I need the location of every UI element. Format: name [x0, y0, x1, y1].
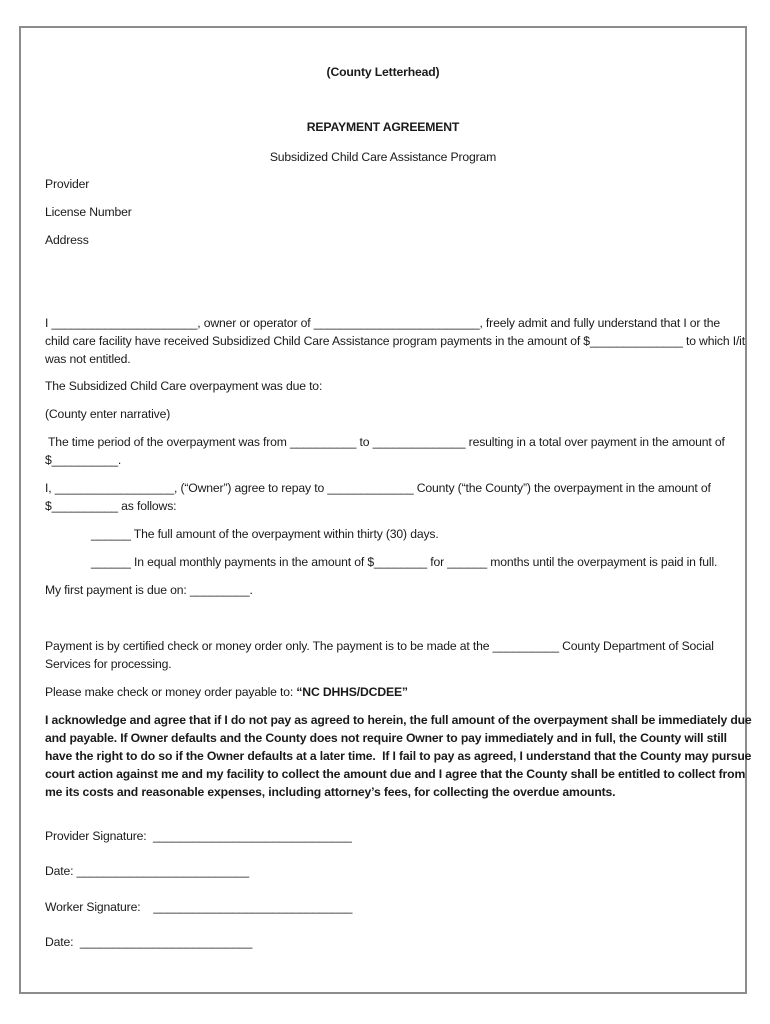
admission-line-3: was not entitled. [45, 352, 131, 366]
payee-name: “NC DHHS/DCDEE” [296, 685, 408, 699]
acknowledgement-line-5: me its costs and reasonable expenses, including attorney’s fees, for collecting the overdue amounts. [45, 785, 616, 799]
admission-line-1: I ______________________, owner or operator of _________________________, freely admit and fully understand that I or the [45, 316, 721, 330]
acknowledgement-line-2: and payable. If Owner defaults and the County does not require Owner to pay immediately and in full, the County will still [45, 731, 727, 745]
license-number-field-label: License Number [45, 205, 132, 219]
document-title: REPAYMENT AGREEMENT [306, 120, 460, 134]
letterhead: (County Letterhead) [326, 65, 440, 79]
payable-to-prefix: Please make check or money order payable to: [45, 685, 297, 699]
provider-date-line: Date: __________________________ [45, 864, 249, 878]
first-payment-due-line: My first payment is due on: _________. [45, 583, 253, 597]
provider-signature-line: Provider Signature: ______________________________ [45, 829, 352, 843]
worker-date-line: Date: __________________________ [45, 935, 253, 949]
county-narrative-placeholder: (County enter narrative) [45, 407, 171, 421]
option-monthly-payment: ______ In equal monthly payments in the amount of $________ for ______ months until the overpayment is paid in full. [91, 555, 718, 569]
payment-method-line-2: Services for processing. [45, 657, 172, 671]
repay-agreement-line-1: I, __________________, (“Owner”) agree to repay to _____________ County (“the County”) the overpayment in the amount of [45, 481, 711, 495]
option-full-payment: ______ The full amount of the overpayment within thirty (30) days. [91, 527, 439, 541]
acknowledgement-line-4: court action against me and my facility to collect the amount due and I agree that the County shall be entitled to collect from [45, 767, 746, 781]
acknowledgement-line-3: have the right to do so if the Owner defaults at a later time. If I fail to pay as agreed, I understand that the County may pursue [45, 749, 752, 763]
worker-signature-line: Worker Signature: ______________________________ [45, 900, 353, 914]
address-field-label: Address [45, 233, 89, 247]
provider-field-label: Provider [45, 177, 90, 191]
payable-to-line [45, 683, 725, 701]
payment-method-line-1: Payment is by certified check or money order only. The payment is to be made at the __________ County Department of Social [45, 639, 714, 653]
overpayment-reason-line: The Subsidized Child Care overpayment was due to: [45, 379, 323, 393]
repay-agreement-line-2: $__________ as follows: [45, 499, 177, 513]
period-line-2: $__________. [45, 453, 122, 467]
acknowledgement-line-1: I acknowledge and agree that if I do not pay as agreed to herein, the full amount of the overpayment shall be immediately due [45, 713, 752, 727]
admission-line-2: child care facility have received Subsidized Child Care Assistance program payments in the amount of $______________ to which I/it [45, 334, 745, 348]
document-subtitle: Subsidized Child Care Assistance Program [269, 150, 497, 164]
period-line-1: The time period of the overpayment was from __________ to ______________ resulting in a total over payment in the amount of [45, 435, 725, 449]
